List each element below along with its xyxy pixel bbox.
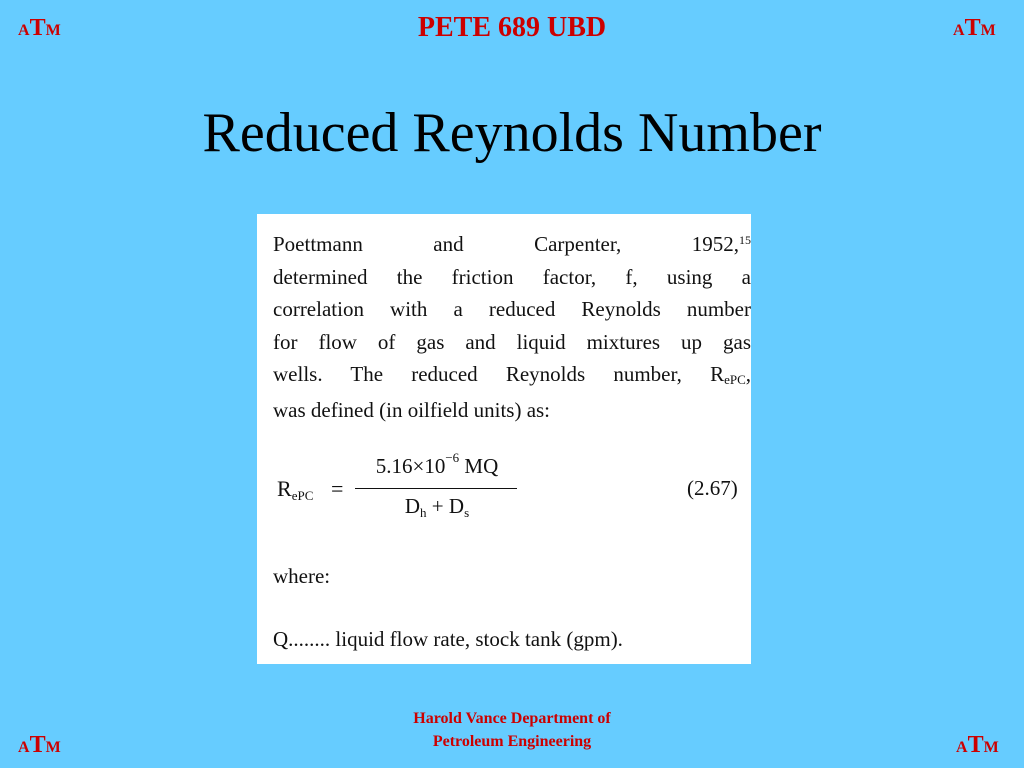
logo-letter-m: M bbox=[45, 739, 61, 756]
lhs-symbol: R bbox=[277, 476, 292, 501]
logo-letter-a: A bbox=[18, 22, 30, 39]
logo-letter-t: T bbox=[29, 15, 46, 41]
denominator-sub-s: s bbox=[464, 505, 470, 520]
text-excerpt-panel bbox=[257, 214, 751, 664]
equation-lhs bbox=[277, 476, 313, 502]
logo-letter-t: T bbox=[964, 15, 981, 41]
course-title: PETE 689 UBD bbox=[417, 12, 607, 43]
logo-letter-t: T bbox=[967, 732, 984, 758]
numerator-coefficient: 5.16×10 bbox=[375, 454, 446, 478]
paragraph-line-2: determined the friction factor, f, using a bbox=[273, 264, 751, 289]
paragraph-line-5 bbox=[273, 358, 751, 394]
equation-number: (2.67) bbox=[687, 476, 738, 500]
equation-denominator bbox=[357, 494, 517, 519]
logo-letter-a: A bbox=[953, 22, 965, 39]
lhs-subscript: ePC bbox=[291, 488, 314, 503]
fraction-bar bbox=[355, 488, 517, 489]
symbol-subscript: ePC bbox=[724, 372, 746, 387]
denominator-d: D bbox=[404, 494, 421, 518]
logo-letter-m: M bbox=[983, 739, 999, 756]
slide-title: Reduced Reynolds Number bbox=[202, 102, 822, 164]
paragraph-line-3: correlation with a reduced Reynolds number bbox=[273, 297, 751, 321]
equation-numerator bbox=[357, 450, 517, 479]
reference-superscript: 15 bbox=[739, 233, 751, 247]
logo-letter-m: M bbox=[45, 22, 61, 39]
logo-letter-m: M bbox=[980, 22, 996, 39]
paragraph-line-4: for flow of gas and liquid mixtures up gas bbox=[273, 329, 751, 354]
denominator-plus-d: + D bbox=[426, 494, 465, 518]
denominator-sub-h: h bbox=[420, 505, 427, 520]
footer-line-1: Harold Vance Department of bbox=[413, 710, 611, 727]
paragraph-line-1 bbox=[273, 228, 751, 261]
footer-line-2: Petroleum Engineering bbox=[432, 733, 592, 750]
footer bbox=[0, 707, 1024, 753]
line-text: Poettmann and Carpenter, 1952, bbox=[273, 232, 739, 256]
numerator-exponent: −6 bbox=[445, 450, 460, 465]
where-label: where: bbox=[273, 564, 331, 588]
logo-letter-a: A bbox=[18, 739, 30, 756]
logo-letter-a: A bbox=[956, 739, 968, 756]
paragraph-line-6: was defined (in oilfield units) as: bbox=[273, 397, 551, 422]
line-text: wells. The reduced Reynolds number, R bbox=[273, 362, 725, 386]
paragraph bbox=[273, 228, 751, 426]
equation-equals: = bbox=[331, 476, 344, 501]
variable-definition: Q........ liquid flow rate, stock tank (gpm). bbox=[273, 627, 623, 651]
line-tail: , bbox=[745, 362, 751, 386]
numerator-variables: MQ bbox=[459, 454, 499, 478]
logo-letter-t: T bbox=[29, 732, 46, 758]
